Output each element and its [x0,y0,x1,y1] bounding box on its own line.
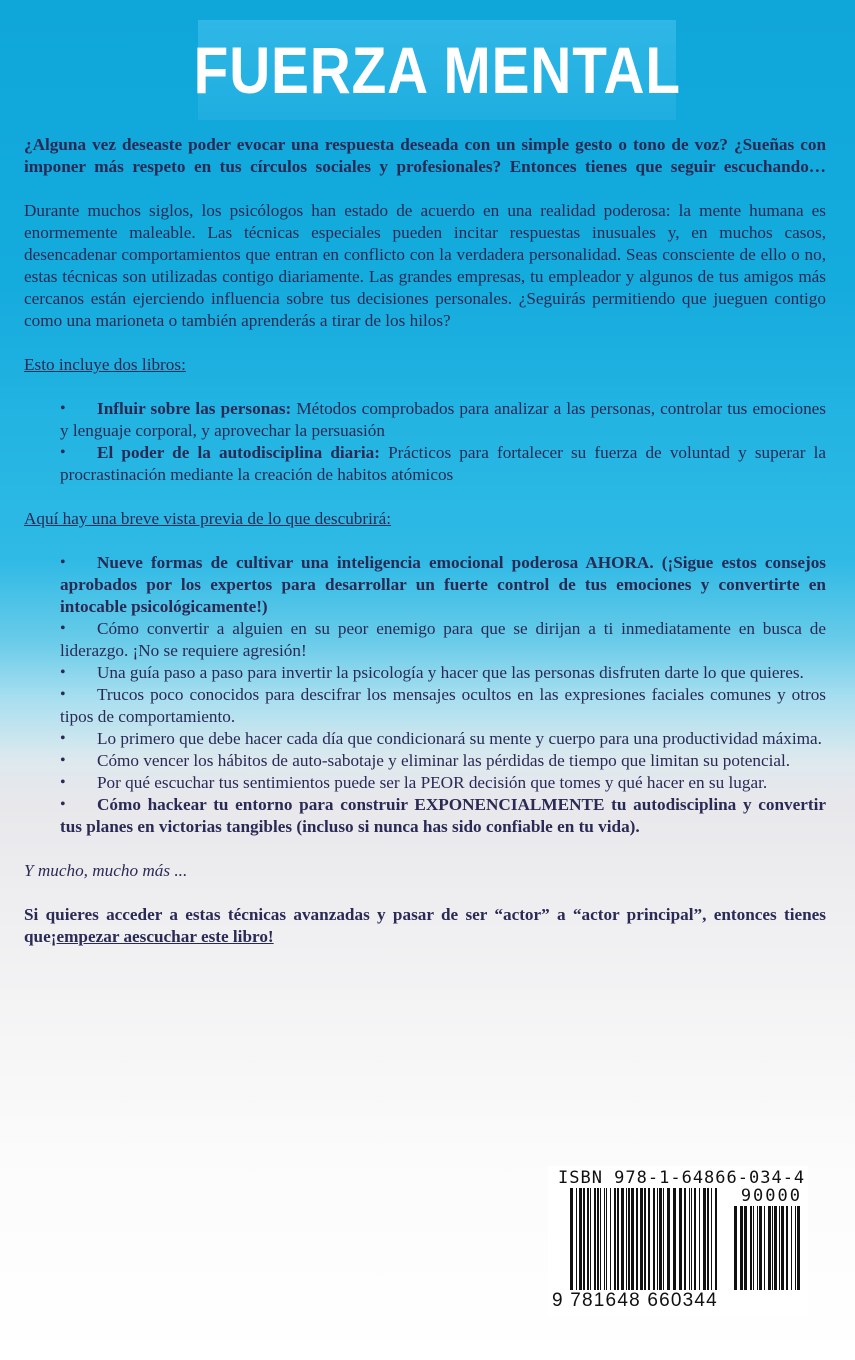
barcode-bar [791,1206,792,1290]
barcode-bar [699,1188,700,1290]
barcode-bar [779,1206,780,1290]
list-item: • Cómo vencer los hábitos de auto-sabotaje y eliminar las pérdidas de tiempo que limitan su potencial. [60,750,826,772]
barcode-bar [644,1188,646,1290]
barcode-bar [759,1206,762,1290]
barcode-bar [640,1188,643,1290]
barcode-bar [691,1188,692,1290]
list-item: • Una guía paso a paso para invertir la psicología y hacer que las personas disfruten darte lo que quieres. [60,662,826,684]
preview-list [24,552,826,838]
book-desc-1: Métodos comprobados para analizar a las personas, controlar tus emociones y lenguaje corporal, y aprovechar la persuasión [60,399,826,440]
barcode-bar [594,1188,596,1290]
barcode-bar [648,1188,650,1290]
list-item: • Lo primero que debe hacer cada día que condicionará su mente y cuerpo para una productividad máxima. [60,728,826,750]
isbn-label: ISBN 978-1-64866-034-4 [558,1168,806,1188]
barcode-bar [740,1206,743,1290]
barcode-bar [797,1206,800,1290]
barcode-bar [774,1206,777,1290]
back-cover-text [24,134,826,948]
barcode-bar [617,1188,619,1290]
main-barcode [570,1188,717,1290]
call-to-action: Si quieres acceder a estas técnicas avanzadas y pasar de ser “actor” a “actor principal”, entonces tienes que¡empezar aescuchar este libro! [24,905,826,946]
more-text: Y mucho, mucho más ... [24,861,188,880]
barcode-bar [750,1206,752,1290]
barcode-bar [583,1188,585,1290]
list-item: • Por qué escuchar tus sentimientos puede ser la PEOR decisión que tomes y qué hacer en su lugar. [60,772,826,794]
barcode-bar [667,1188,670,1290]
list-item: • Cómo convertir a alguien en su peor enemigo para que se dirijan a ti inmediatamente en busca de liderazgo. ¡No se requiere agresión! [60,618,826,662]
list-item: • Trucos poco conocidos para descifrar los mensajes ocultos en las expresiones faciales comunes y otros tipos de comportamiento. [60,684,826,728]
barcode-bar [684,1188,686,1290]
barcode-bar [764,1206,765,1290]
barcode-bar [597,1188,599,1290]
barcode-bar [707,1188,709,1290]
barcode-bar [715,1188,717,1290]
book-title-2: El poder de la autodisciplina diaria: [97,443,380,462]
books-heading: Esto incluye dos libros: [24,355,186,374]
barcode-bar [795,1206,796,1290]
book-desc-2: Prácticos para fortalecer su fuerza de voluntad y superar la procrastinación mediante la creación de habitos atómicos [60,443,826,484]
list-item [60,398,826,442]
intro-paragraph: ¿Alguna vez deseaste poder evocar una respuesta deseada con un simple gesto o tono de voz? ¿Sueñas con imponer más respeto en tus círculos sociales y profesionales? Entonces tienes que seguir escuchando… [24,135,826,176]
barcode-bar [786,1206,788,1290]
title-band [193,20,681,120]
list-item: • Cómo hackear tu entorno para construir EXPONENCIALMENTE tu autodisciplina y convertir tus planes en victorias tangibles (incluso si nunca has sido confiable en tu vida). [60,794,826,838]
barcode-bar [734,1206,737,1290]
barcode-bar [636,1188,638,1290]
book-title-1: Influir sobre las personas: [97,399,292,418]
barcode-bar [600,1188,601,1290]
barcode-bar [610,1188,611,1290]
barcode-bar [570,1188,573,1290]
barcode-bar [590,1188,591,1290]
books-list [24,398,826,486]
price-code: 90000 [740,1186,802,1206]
barcode-bar [576,1188,577,1290]
list-item [60,442,826,486]
barcode-bar [663,1188,664,1290]
preview-heading: Aquí hay una breve vista previa de lo que descubrirá: [24,509,392,528]
barcode-bar [744,1206,747,1290]
book-title: FUERZA MENTAL [193,33,681,107]
barcode-bar [772,1206,773,1290]
addon-barcode [734,1206,800,1290]
barcode-bar [679,1188,682,1290]
barcode-bar [614,1188,616,1290]
cta-link: ¡empezar aescuchar este libro! [50,927,274,946]
barcode-box [548,1166,808,1316]
barcode-bar [673,1188,676,1290]
description-paragraph: Durante muchos siglos, los psicólogos han estado de acuerdo en una realidad poderosa: la mente humana es enormemente maleable. Las técnicas especiales pueden incitar respuestas inusuales y, en muchos casos, desencadenar comportamientos que entran en conflicto con la verdadera personalidad. Seas consciente de ello o no, estas técnicas son utilizadas contigo diariamente. Las grandes empresas, tu empleador y algunos de tus amigos más cercanos están ejerciendo influencia sobre tus decisiones personales. ¿Seguirás permitiendo que jueguen contigo como una marioneta o también aprenderás a tirar de los hilos? [24,201,826,330]
barcode-bar [781,1206,784,1290]
barcode-bar [703,1188,706,1290]
barcode-bar [657,1188,658,1290]
barcode-bar [694,1188,696,1290]
barcode-bar [628,1188,630,1290]
barcode-bar [689,1188,690,1290]
barcode-bar [606,1188,607,1290]
barcode-digits: 9 781648 660344 [552,1290,718,1311]
barcode-bar [653,1188,655,1290]
barcode-bar [631,1188,634,1290]
barcode-bar [579,1188,582,1290]
barcode-bar [604,1188,605,1290]
barcode-bar [757,1206,758,1290]
list-item: • Nueve formas de cultivar una inteligencia emocional poderosa AHORA. (¡Sigue estos consejos aprobados por los expertos para desarrollar un fuerte control de tus emociones y convertirte en intocable psicológicamente!) [60,552,826,618]
barcode-bar [626,1188,627,1290]
barcode-bar [768,1206,771,1290]
barcode-bar [711,1188,712,1290]
barcode-bar [753,1206,754,1290]
barcode-bar [621,1188,624,1290]
barcode-bar [587,1188,589,1290]
barcode-bar [659,1188,662,1290]
